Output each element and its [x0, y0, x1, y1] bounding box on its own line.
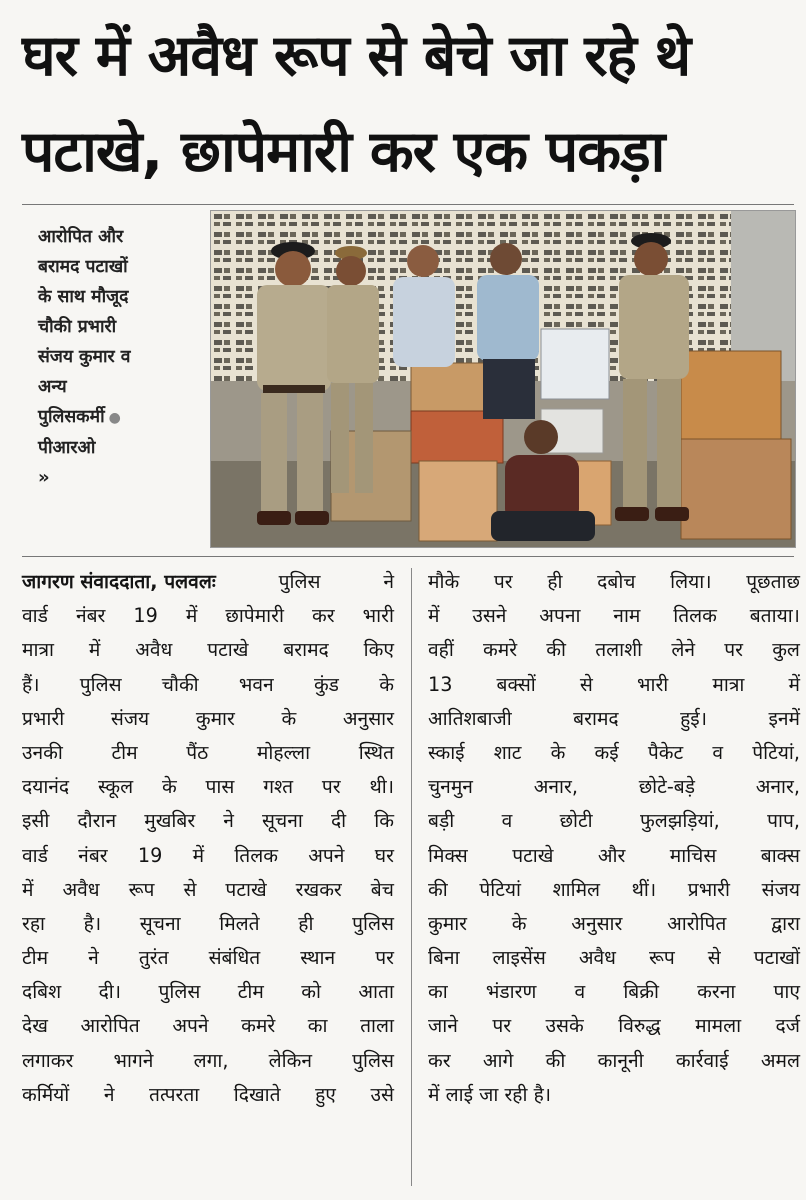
word: बाक्स	[760, 843, 800, 867]
word: व	[501, 809, 513, 833]
caption-line: अन्य	[38, 377, 67, 397]
word: कमरे	[483, 638, 518, 662]
news-photo	[210, 210, 796, 548]
word: मामला	[695, 1014, 742, 1038]
text-line	[428, 702, 800, 736]
word: भंडारण	[485, 980, 537, 1004]
word: पुलिस	[352, 1048, 394, 1072]
text-line	[22, 873, 394, 907]
word: पाप,	[767, 809, 800, 833]
word: कानूनी	[597, 1048, 644, 1072]
word: अनार,	[533, 775, 578, 799]
word: संजय	[761, 877, 800, 901]
word: चौकी	[161, 672, 199, 696]
word: मिलते	[219, 911, 260, 935]
text-line	[22, 975, 394, 1009]
word: में	[185, 604, 198, 628]
word: पास	[205, 775, 235, 799]
word: किए	[363, 638, 394, 662]
word: देख	[22, 1014, 48, 1038]
word: करना	[697, 980, 736, 1004]
word: में	[788, 672, 800, 696]
word: अवैध	[62, 877, 100, 901]
word: स्थान	[300, 946, 336, 970]
text-line	[428, 736, 800, 770]
word: से	[579, 672, 593, 696]
word: इनमें	[768, 706, 800, 730]
word: प्रभारी	[687, 877, 730, 901]
word: उसके	[545, 1014, 584, 1038]
word: दबिश	[22, 980, 62, 1004]
word: स्काई	[428, 740, 465, 764]
word: रही	[504, 1082, 528, 1106]
word: लेकिन	[268, 1048, 312, 1072]
word: स्कूल	[97, 775, 134, 799]
word: पटाखे	[207, 638, 249, 662]
word: वार्ड	[22, 604, 48, 628]
word: कि	[374, 809, 394, 833]
word: थी।	[369, 775, 394, 799]
headline	[22, 8, 792, 200]
word: फुलझड़ियां,	[640, 809, 720, 833]
word: पेटियां,	[752, 740, 800, 764]
text-line	[22, 565, 394, 599]
word: अवैध	[135, 638, 173, 662]
word: कमरे	[241, 1014, 276, 1038]
word: शाट	[493, 740, 522, 764]
word: तुरंत	[138, 946, 169, 970]
word: द्वारा	[771, 911, 800, 935]
word: बिना	[428, 946, 460, 970]
word: कुल	[772, 638, 800, 662]
word: मिक्स	[428, 843, 468, 867]
column-divider	[411, 568, 412, 1186]
text-line	[428, 668, 800, 702]
word: रखकर	[295, 877, 342, 901]
word: बरामद	[283, 638, 329, 662]
word: नंबर	[75, 604, 106, 628]
article-column-1	[22, 565, 394, 1112]
word: नंबर	[78, 843, 108, 867]
word: टीम	[111, 740, 138, 764]
word: चुनमुन	[428, 775, 473, 799]
text-line	[22, 702, 394, 736]
word: पर	[493, 570, 513, 593]
word: पेटियां	[479, 877, 521, 901]
word: जा	[479, 1082, 499, 1106]
text-line	[428, 1044, 800, 1078]
headline-line: घर में अवैध रूप से बेचे जा रहे थे	[22, 23, 691, 89]
word: हुए	[315, 1082, 336, 1106]
text-line	[428, 941, 800, 975]
word: बिक्री	[623, 980, 659, 1004]
word: का	[307, 1014, 328, 1038]
word: बक्सों	[496, 672, 536, 696]
text-line	[428, 873, 800, 907]
photo-caption	[38, 222, 206, 493]
text-line	[428, 1009, 800, 1043]
word: लेने	[671, 638, 696, 662]
word: टीम	[22, 946, 49, 970]
text-line	[22, 1009, 394, 1043]
word: भारी	[362, 604, 394, 628]
word: छापेमारी	[225, 604, 284, 628]
word: संजय	[110, 706, 150, 730]
word: दर्ज	[775, 1014, 800, 1038]
word: नाम	[613, 604, 641, 628]
word: मात्रा	[22, 638, 55, 662]
word: के	[281, 706, 297, 730]
word: दौरान	[77, 809, 117, 833]
word: बड़ी	[428, 809, 455, 833]
text-line	[428, 1078, 800, 1112]
word: पूछताछ	[746, 570, 800, 593]
text-line	[428, 839, 800, 873]
more-arrows-icon: »	[38, 467, 48, 488]
police-with-seized-firecrackers-image	[211, 211, 795, 547]
bullet-icon: ●	[108, 410, 121, 426]
word: माचिस	[669, 843, 717, 867]
word: के	[161, 775, 177, 799]
caption-line: चौकी प्रभारी	[38, 317, 117, 337]
body-top-rule	[22, 556, 794, 557]
text-line	[22, 736, 394, 770]
word: आगे	[482, 1048, 514, 1072]
word: अमल	[760, 1048, 800, 1072]
caption-line: पुलिसकर्मी	[38, 407, 105, 427]
word: बरामद	[573, 706, 619, 730]
word: की	[546, 638, 567, 662]
word: पैंठ	[186, 740, 209, 764]
word: लगा,	[193, 1048, 229, 1072]
word: पर	[375, 946, 394, 970]
word: बेच	[370, 877, 394, 901]
word: कुमार	[195, 706, 235, 730]
word: सूचना	[262, 809, 303, 833]
word: तिलक	[673, 604, 717, 628]
word: दिखाते	[233, 1082, 281, 1106]
caption-line: बरामद पटाखों	[38, 257, 128, 277]
word: मौके	[428, 570, 460, 593]
word: पटाखे	[512, 843, 554, 867]
word: पैकेट	[647, 740, 684, 764]
word: ने	[383, 570, 394, 593]
byline: जागरण संवाददाता, पलवलः	[22, 570, 216, 593]
word: लगाकर	[22, 1048, 74, 1072]
word: में	[88, 638, 101, 662]
word: तत्परता	[149, 1082, 200, 1106]
text-line	[22, 1078, 394, 1112]
word: अवैध	[578, 946, 616, 970]
word: मोहल्ला	[256, 740, 311, 764]
word: व	[574, 980, 586, 1004]
photo-credit: पीआरओ	[38, 438, 96, 458]
word: पर	[492, 1014, 512, 1038]
word: में	[428, 604, 440, 628]
word: ही	[298, 911, 314, 935]
word: पटाखे	[225, 877, 267, 901]
text-line	[22, 804, 394, 838]
text-line	[22, 941, 394, 975]
word: लिया।	[670, 570, 712, 593]
word: अपने	[172, 1014, 209, 1038]
word: पुलिस	[278, 570, 321, 593]
caption-line-with-marker	[38, 402, 206, 433]
word: दी	[330, 809, 347, 833]
word: आता	[358, 980, 394, 1004]
word: लाई	[445, 1082, 473, 1106]
word: पर	[724, 638, 743, 662]
word: संबंधित	[208, 946, 261, 970]
word: के	[511, 911, 527, 935]
word: अपने	[308, 843, 345, 867]
word: कर	[428, 1048, 451, 1072]
word: भारी	[636, 672, 669, 696]
word: कर	[312, 604, 335, 628]
text-line	[428, 907, 800, 941]
word: ने	[88, 946, 99, 970]
word: पुलिस	[352, 911, 394, 935]
word: छोटी	[559, 809, 593, 833]
word: आरोपित	[667, 911, 727, 935]
word: मुखबिर	[144, 809, 196, 833]
word: में	[428, 1082, 440, 1106]
word: पुलिस	[79, 672, 122, 696]
word: उसने	[472, 604, 507, 628]
word: रूप	[648, 946, 675, 970]
word: भागने	[113, 1048, 154, 1072]
word: थीं।	[631, 877, 657, 901]
word: हुई।	[680, 706, 707, 730]
text-line	[428, 770, 800, 804]
word: शामिल	[552, 877, 601, 901]
word: भवन	[238, 672, 274, 696]
word: लाइसेंस	[492, 946, 546, 970]
word: है।	[533, 1082, 552, 1106]
word: छोटे-बड़े	[638, 775, 695, 799]
word: अनुसार	[571, 911, 623, 935]
word: का	[428, 980, 448, 1004]
text-line	[22, 668, 394, 702]
word: टीम	[237, 980, 264, 1004]
word: रहा	[22, 911, 46, 935]
word: तिलक	[234, 843, 278, 867]
word: तलाशी	[595, 638, 643, 662]
word: पाए	[773, 980, 800, 1004]
word: विरुद्ध	[618, 1014, 661, 1038]
word: अनार,	[755, 775, 800, 799]
text-line	[22, 633, 394, 667]
word: हैं।	[22, 672, 40, 696]
caption-line: संजय कुमार व	[38, 347, 131, 367]
text-line	[428, 599, 800, 633]
text-line	[22, 599, 394, 633]
word: दी।	[98, 980, 122, 1004]
word: और	[597, 843, 626, 867]
word: कई	[594, 740, 619, 764]
caption-line: आरोपित और	[38, 227, 124, 247]
word: कुंड	[313, 672, 339, 696]
text-line	[428, 975, 800, 1009]
word: कर्मियों	[22, 1082, 70, 1106]
word: स्थित	[358, 740, 394, 764]
word: 19	[137, 843, 163, 867]
word: रूप	[128, 877, 155, 901]
word: में	[22, 877, 34, 901]
word: कुमार	[428, 911, 468, 935]
word: के	[379, 672, 394, 696]
word: बताया।	[749, 604, 800, 628]
headline-rule	[22, 204, 794, 205]
text-line	[22, 907, 394, 941]
word: ताला	[360, 1014, 394, 1038]
word: अपना	[539, 604, 581, 628]
word: उसे	[370, 1082, 394, 1106]
word: आरोपित	[80, 1014, 140, 1038]
word: पटाखों	[753, 946, 800, 970]
word: जाने	[428, 1014, 458, 1038]
text-line	[428, 565, 800, 599]
word: से	[183, 877, 197, 901]
word: मात्रा	[712, 672, 745, 696]
text-line	[428, 633, 800, 667]
caption-line: के साथ मौजूद	[38, 287, 129, 307]
word: कार्रवाई	[675, 1048, 729, 1072]
word: व	[712, 740, 724, 764]
word: वार्ड	[22, 843, 48, 867]
word: 19	[133, 604, 158, 628]
word: उनकी	[22, 740, 63, 764]
word: ही	[547, 570, 563, 593]
text-line	[428, 804, 800, 838]
word: पर	[321, 775, 341, 799]
word: है।	[83, 911, 102, 935]
word: घर	[374, 843, 394, 867]
word: को	[301, 980, 321, 1004]
word: इसी	[22, 809, 50, 833]
word: में	[192, 843, 205, 867]
word: दबोच	[597, 570, 636, 593]
article-column-2	[428, 565, 800, 1112]
word: अनुसार	[342, 706, 394, 730]
word: की	[545, 1048, 566, 1072]
text-line	[22, 839, 394, 873]
word: 13	[428, 672, 453, 696]
word: ने	[223, 809, 234, 833]
text-line	[22, 1044, 394, 1078]
word: गश्त	[263, 775, 294, 799]
word: दयानंद	[22, 775, 70, 799]
word: से	[707, 946, 721, 970]
text-line	[22, 770, 394, 804]
word: प्रभारी	[22, 706, 65, 730]
headline-line: पटाखे, छापेमारी कर एक पकड़ा	[22, 119, 665, 185]
word: पुलिस	[158, 980, 201, 1004]
word: वहीं	[428, 638, 454, 662]
word: की	[428, 877, 448, 901]
word: के	[550, 740, 566, 764]
word: आतिशबाजी	[428, 706, 512, 730]
word: सूचना	[139, 911, 181, 935]
word: ने	[103, 1082, 115, 1106]
